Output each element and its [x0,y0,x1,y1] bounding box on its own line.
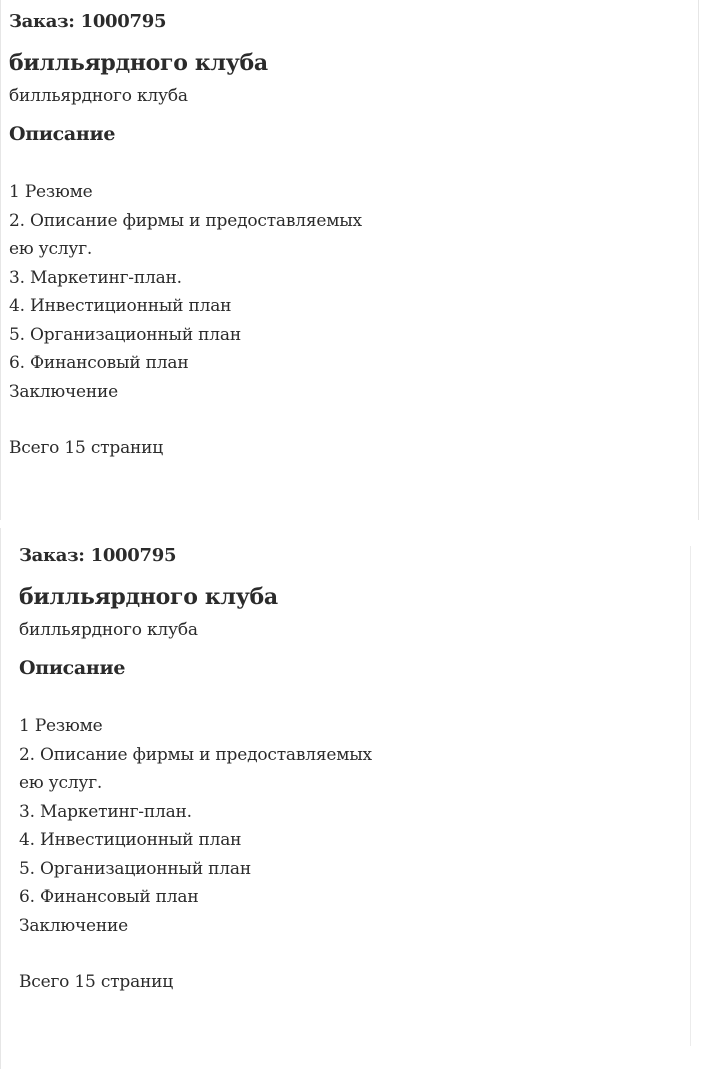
list-item: 4. Инвестиционный план [19,830,242,850]
list-item: Заключение [9,381,118,402]
order-card-1 [0,0,699,520]
list-item: 4. Инвестиционный план [9,296,232,316]
contents-list [9,178,698,406]
order-subtitle: билльярдного клуба [19,620,198,640]
order-number: Заказ: 1000795 [19,545,177,566]
order-title: билльярдного клуба [9,50,268,76]
list-item: ею услуг. [19,773,103,793]
order-subtitle: билльярдного клуба [9,86,188,106]
list-item: 1 Резюме [9,182,93,202]
order-card-2 [0,528,701,1069]
list-item: Заключение [19,915,128,936]
description-heading: Описание [19,657,126,679]
list-item: 2. Описание фирмы и предоставляемых [19,744,372,765]
list-item: 5. Организационный план [19,858,251,879]
list-item: 6. Финансовый план [9,353,189,373]
list-item: 1 Резюме [19,716,103,736]
list-item: 6. Финансовый план [19,887,199,907]
total-pages: Всего 15 страниц [19,972,173,992]
total-pages: Всего 15 страниц [9,438,163,458]
order-title: билльярдного клуба [19,584,278,610]
order-number: Заказ: 1000795 [9,11,167,32]
contents-list [19,712,701,940]
list-item: 2. Описание фирмы и предоставляемых [9,210,362,231]
list-item: 3. Маркетинг-план. [9,267,182,288]
card-divider [690,546,691,1046]
list-item: 5. Организационный план [9,324,241,345]
description-heading: Описание [9,123,116,145]
list-item: 3. Маркетинг-план. [19,801,192,822]
list-item: ею услуг. [9,239,93,259]
